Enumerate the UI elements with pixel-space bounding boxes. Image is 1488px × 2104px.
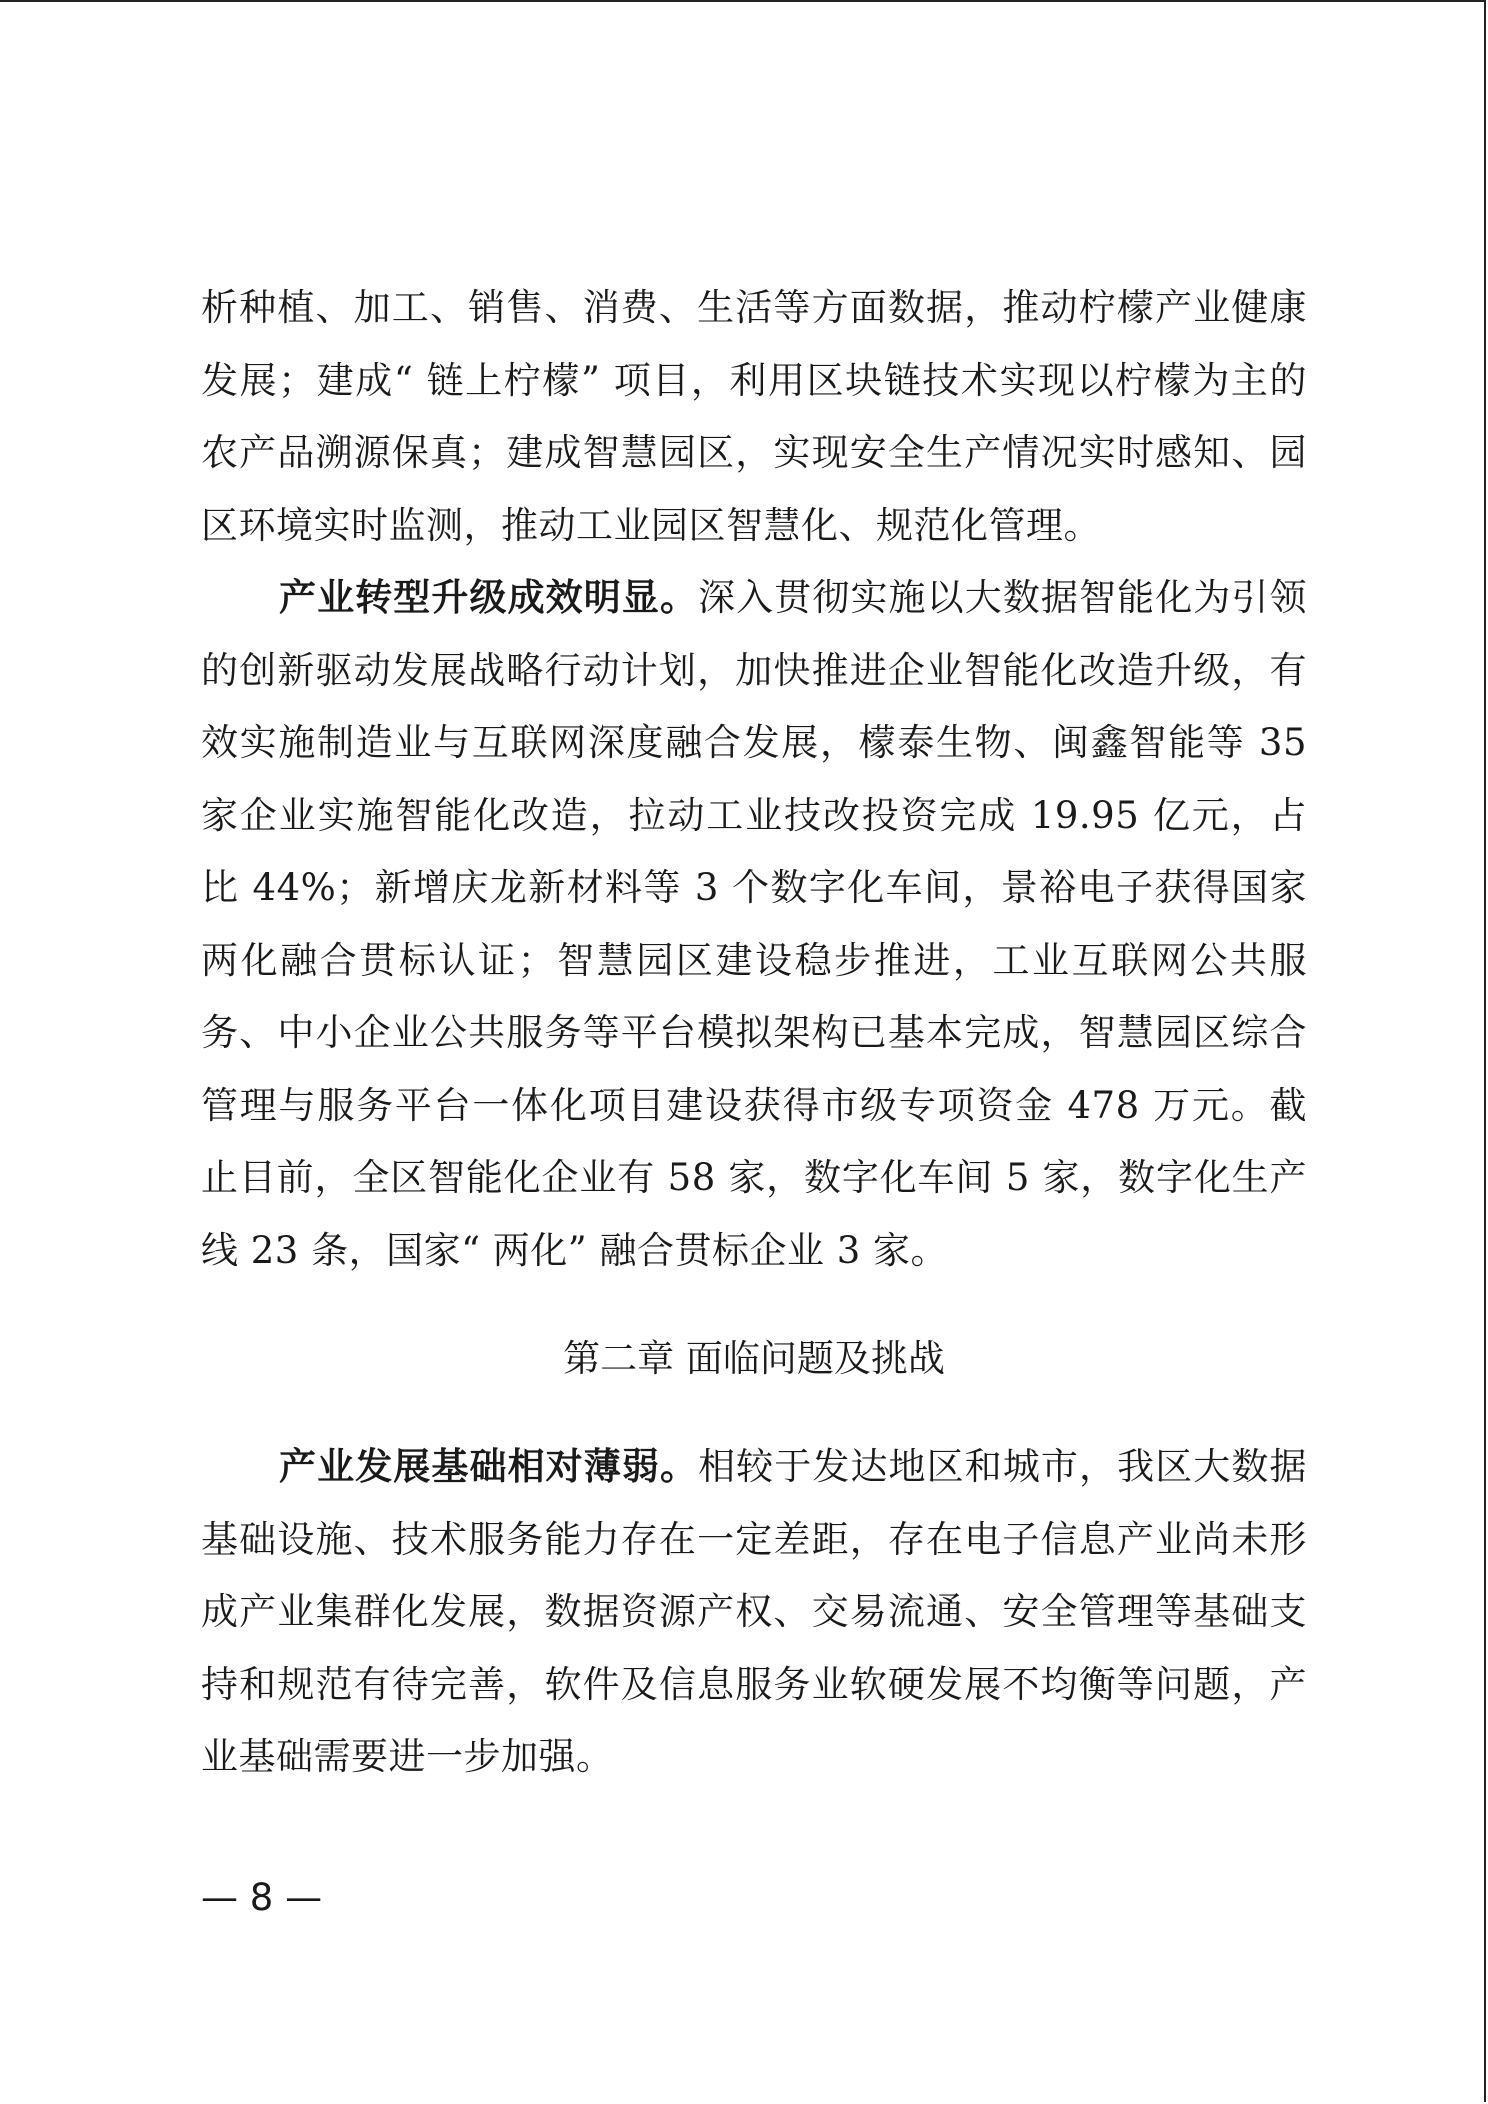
chapter-title: 第二章 面临问题及挑战 [563,1337,945,1380]
document-body [201,272,1307,1794]
paragraph-weak-foundation [201,1431,1307,1794]
paragraph-text: 相较于发达地区和城市，我区大数据基础设施、技术服务能力存在一定差距，存在电子信息产业尚未形成产业集群化发展，数据资源产权、交易流通、安全管理等基础支持和规范有待完善，软件及信息服务业软硬发展不均衡等问题，产业基础需要进一步加强。 [201,1445,1308,1778]
paragraph-continued [201,272,1307,562]
paragraph-lead-heading: 产业发展基础相对薄弱。 [279,1445,699,1488]
paragraph-lead-heading: 产业转型升级成效明显。 [279,576,699,619]
paragraph-text: 析种植、加工、销售、消费、生活等方面数据，推动柠檬产业健康发展；建成“ 链上柠檬” 项目，利用区块链技术实现以柠檬为主的农产品溯源保真；建成智慧园区，实现安全生产情况实时感知、园区环境实时监测，推动工业园区智慧化、规范化管理。 [201,286,1307,547]
paragraph-text: 深入贯彻实施以大数据智能化为引领的创新驱动发展战略行动计划，加快推进企业智能化改造升级，有效实施制造业与互联网深度融合发展，檬泰生物、闽鑫智能等 35 家企业实施智能化改造，拉动工业技改投资完成 19.95 亿元，占比 44%；新增庆龙新材料等 3 个数字化车间，景裕电子获得国家两化融合贯标认证；智慧园区建设稳步推进，工业互联网公共服务、中小企业公共服务等平台模拟架构已基本完成，智慧园区综合管理与服务平台一体化项目建设获得市级专项资金 478 万元。截止目前，全区智能化企业有 58 家，数字化车间 5 家，数字化生产线 23 条，国家“ 两化” 融合贯标企业 3 家。 [201,576,1308,1272]
paragraph-industry-upgrade [201,562,1307,1287]
page-number: — 8 — [201,1876,323,1919]
